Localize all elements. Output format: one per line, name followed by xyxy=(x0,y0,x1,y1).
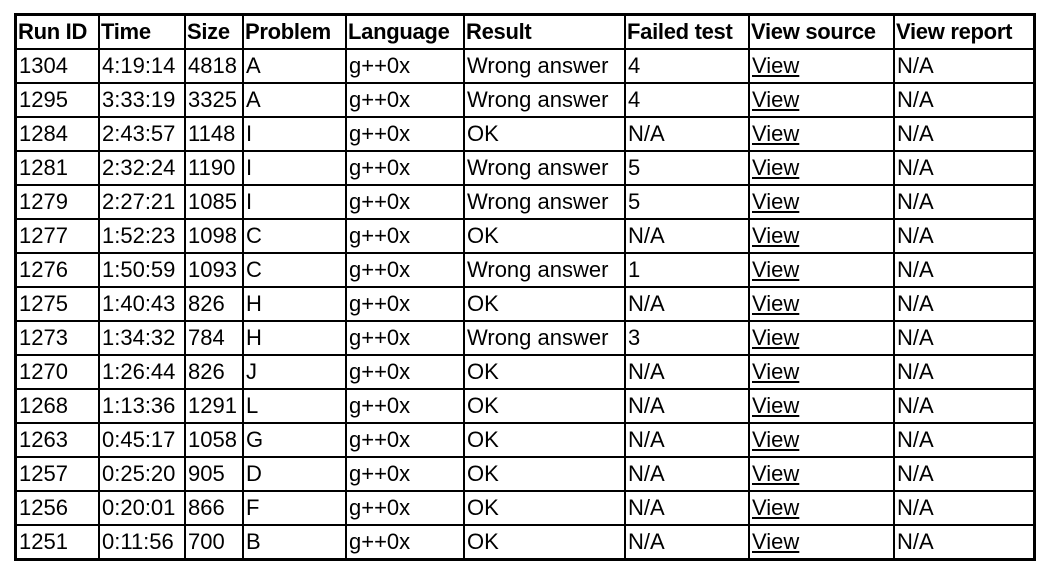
table-row xyxy=(16,491,1034,525)
cell-time: 4:19:14 xyxy=(99,49,185,83)
cell-view-source xyxy=(749,525,894,559)
cell-view-report: N/A xyxy=(894,355,1034,389)
cell-failed-test: 5 xyxy=(625,151,749,185)
cell-language: g++0x xyxy=(346,525,464,559)
cell-time: 1:50:59 xyxy=(99,253,185,287)
cell-size: 1291 xyxy=(185,389,243,423)
cell-size: 1093 xyxy=(185,253,243,287)
cell-problem: J xyxy=(243,355,346,389)
cell-run-id: 1268 xyxy=(16,389,99,423)
cell-failed-test: N/A xyxy=(625,423,749,457)
cell-problem: I xyxy=(243,151,346,185)
cell-failed-test: 1 xyxy=(625,253,749,287)
cell-problem: A xyxy=(243,49,346,83)
cell-language: g++0x xyxy=(346,355,464,389)
cell-view-report: N/A xyxy=(894,457,1034,491)
view-source-link[interactable]: View xyxy=(752,155,800,180)
view-source-link[interactable]: View xyxy=(752,257,800,282)
cell-failed-test: 4 xyxy=(625,49,749,83)
cell-result: Wrong answer xyxy=(464,185,625,219)
cell-failed-test: N/A xyxy=(625,389,749,423)
cell-language: g++0x xyxy=(346,287,464,321)
table-row xyxy=(16,389,1034,423)
cell-language: g++0x xyxy=(346,423,464,457)
cell-view-source xyxy=(749,185,894,219)
table-row xyxy=(16,525,1034,559)
cell-view-report: N/A xyxy=(894,83,1034,117)
cell-view-report: N/A xyxy=(894,151,1034,185)
cell-view-report: N/A xyxy=(894,389,1034,423)
cell-failed-test: N/A xyxy=(625,287,749,321)
cell-result: OK xyxy=(464,219,625,253)
cell-time: 1:52:23 xyxy=(99,219,185,253)
cell-result: Wrong answer xyxy=(464,253,625,287)
cell-size: 905 xyxy=(185,457,243,491)
cell-run-id: 1256 xyxy=(16,491,99,525)
table-row xyxy=(16,151,1034,185)
cell-result: OK xyxy=(464,287,625,321)
cell-view-report: N/A xyxy=(894,219,1034,253)
cell-view-report: N/A xyxy=(894,117,1034,151)
view-source-link[interactable]: View xyxy=(752,87,800,112)
cell-result: OK xyxy=(464,117,625,151)
cell-problem: B xyxy=(243,525,346,559)
cell-result: OK xyxy=(464,491,625,525)
cell-view-report: N/A xyxy=(894,321,1034,355)
header-result: Result xyxy=(464,15,625,49)
cell-view-source xyxy=(749,151,894,185)
cell-problem: F xyxy=(243,491,346,525)
cell-problem: C xyxy=(243,219,346,253)
view-source-link[interactable]: View xyxy=(752,223,800,248)
cell-view-report: N/A xyxy=(894,491,1034,525)
cell-problem: G xyxy=(243,423,346,457)
header-view-report: View report xyxy=(894,15,1034,49)
cell-view-report: N/A xyxy=(894,287,1034,321)
cell-problem: D xyxy=(243,457,346,491)
cell-time: 1:13:36 xyxy=(99,389,185,423)
cell-result: Wrong answer xyxy=(464,49,625,83)
cell-failed-test: N/A xyxy=(625,491,749,525)
cell-run-id: 1273 xyxy=(16,321,99,355)
cell-view-source xyxy=(749,321,894,355)
view-source-link[interactable]: View xyxy=(752,461,800,486)
cell-time: 1:34:32 xyxy=(99,321,185,355)
header-row xyxy=(16,15,1034,49)
header-time: Time xyxy=(99,15,185,49)
cell-problem: I xyxy=(243,185,346,219)
cell-view-source xyxy=(749,253,894,287)
cell-run-id: 1295 xyxy=(16,83,99,117)
cell-view-source xyxy=(749,287,894,321)
view-source-link[interactable]: View xyxy=(752,291,800,316)
cell-time: 1:26:44 xyxy=(99,355,185,389)
cell-result: OK xyxy=(464,389,625,423)
view-source-link[interactable]: View xyxy=(752,393,800,418)
table-row xyxy=(16,253,1034,287)
cell-size: 1058 xyxy=(185,423,243,457)
cell-failed-test: N/A xyxy=(625,525,749,559)
cell-failed-test: N/A xyxy=(625,457,749,491)
header-language: Language xyxy=(346,15,464,49)
cell-size: 4818 xyxy=(185,49,243,83)
cell-time: 0:25:20 xyxy=(99,457,185,491)
header-problem: Problem xyxy=(243,15,346,49)
view-source-link[interactable]: View xyxy=(752,325,800,350)
cell-result: Wrong answer xyxy=(464,321,625,355)
cell-result: Wrong answer xyxy=(464,83,625,117)
cell-run-id: 1284 xyxy=(16,117,99,151)
cell-view-source xyxy=(749,117,894,151)
cell-view-report: N/A xyxy=(894,49,1034,83)
cell-size: 1098 xyxy=(185,219,243,253)
view-source-link[interactable]: View xyxy=(752,495,800,520)
table-row xyxy=(16,117,1034,151)
cell-size: 866 xyxy=(185,491,243,525)
cell-view-source xyxy=(749,389,894,423)
cell-failed-test: 5 xyxy=(625,185,749,219)
cell-problem: H xyxy=(243,287,346,321)
cell-run-id: 1276 xyxy=(16,253,99,287)
cell-time: 2:27:21 xyxy=(99,185,185,219)
cell-problem: C xyxy=(243,253,346,287)
cell-size: 700 xyxy=(185,525,243,559)
cell-result: OK xyxy=(464,355,625,389)
cell-view-report: N/A xyxy=(894,185,1034,219)
cell-result: OK xyxy=(464,457,625,491)
cell-size: 784 xyxy=(185,321,243,355)
cell-language: g++0x xyxy=(346,389,464,423)
cell-run-id: 1304 xyxy=(16,49,99,83)
header-view-source: View source xyxy=(749,15,894,49)
cell-language: g++0x xyxy=(346,117,464,151)
cell-time: 2:32:24 xyxy=(99,151,185,185)
header-run-id: Run ID xyxy=(16,15,99,49)
view-source-link[interactable]: View xyxy=(752,427,800,452)
cell-result: Wrong answer xyxy=(464,151,625,185)
cell-failed-test: 3 xyxy=(625,321,749,355)
table-row xyxy=(16,219,1034,253)
cell-result: OK xyxy=(464,525,625,559)
cell-language: g++0x xyxy=(346,457,464,491)
cell-view-source xyxy=(749,219,894,253)
cell-size: 1148 xyxy=(185,117,243,151)
cell-failed-test: N/A xyxy=(625,219,749,253)
runs-table-header xyxy=(16,15,1034,49)
cell-run-id: 1279 xyxy=(16,185,99,219)
runs-table xyxy=(14,13,1036,561)
cell-language: g++0x xyxy=(346,185,464,219)
cell-failed-test: 4 xyxy=(625,83,749,117)
runs-table-body xyxy=(16,49,1034,559)
cell-run-id: 1251 xyxy=(16,525,99,559)
cell-language: g++0x xyxy=(346,491,464,525)
table-row xyxy=(16,423,1034,457)
view-source-link[interactable]: View xyxy=(752,189,800,214)
cell-size: 1190 xyxy=(185,151,243,185)
cell-run-id: 1275 xyxy=(16,287,99,321)
cell-view-source xyxy=(749,355,894,389)
cell-language: g++0x xyxy=(346,83,464,117)
cell-view-source xyxy=(749,491,894,525)
cell-language: g++0x xyxy=(346,151,464,185)
table-row xyxy=(16,83,1034,117)
cell-view-source xyxy=(749,49,894,83)
cell-time: 0:20:01 xyxy=(99,491,185,525)
cell-run-id: 1257 xyxy=(16,457,99,491)
cell-language: g++0x xyxy=(346,49,464,83)
cell-failed-test: N/A xyxy=(625,355,749,389)
view-source-link[interactable]: View xyxy=(752,121,800,146)
cell-time: 0:45:17 xyxy=(99,423,185,457)
cell-size: 1085 xyxy=(185,185,243,219)
cell-size: 826 xyxy=(185,355,243,389)
cell-view-source xyxy=(749,83,894,117)
cell-language: g++0x xyxy=(346,219,464,253)
cell-run-id: 1263 xyxy=(16,423,99,457)
view-source-link[interactable]: View xyxy=(752,359,800,384)
view-source-link[interactable]: View xyxy=(752,53,800,78)
cell-time: 2:43:57 xyxy=(99,117,185,151)
cell-language: g++0x xyxy=(346,253,464,287)
cell-size: 826 xyxy=(185,287,243,321)
cell-problem: I xyxy=(243,117,346,151)
cell-language: g++0x xyxy=(346,321,464,355)
cell-view-report: N/A xyxy=(894,423,1034,457)
cell-time: 3:33:19 xyxy=(99,83,185,117)
cell-problem: L xyxy=(243,389,346,423)
cell-view-report: N/A xyxy=(894,525,1034,559)
cell-failed-test: N/A xyxy=(625,117,749,151)
cell-size: 3325 xyxy=(185,83,243,117)
cell-view-report: N/A xyxy=(894,253,1034,287)
view-source-link[interactable]: View xyxy=(752,529,800,554)
table-row xyxy=(16,185,1034,219)
cell-run-id: 1270 xyxy=(16,355,99,389)
cell-problem: H xyxy=(243,321,346,355)
cell-time: 1:40:43 xyxy=(99,287,185,321)
cell-run-id: 1277 xyxy=(16,219,99,253)
table-row xyxy=(16,49,1034,83)
header-size: Size xyxy=(185,15,243,49)
cell-result: OK xyxy=(464,423,625,457)
header-failed-test: Failed test xyxy=(625,15,749,49)
cell-problem: A xyxy=(243,83,346,117)
cell-view-source xyxy=(749,423,894,457)
cell-view-source xyxy=(749,457,894,491)
table-row xyxy=(16,355,1034,389)
cell-time: 0:11:56 xyxy=(99,525,185,559)
table-row xyxy=(16,321,1034,355)
table-row xyxy=(16,457,1034,491)
cell-run-id: 1281 xyxy=(16,151,99,185)
table-row xyxy=(16,287,1034,321)
